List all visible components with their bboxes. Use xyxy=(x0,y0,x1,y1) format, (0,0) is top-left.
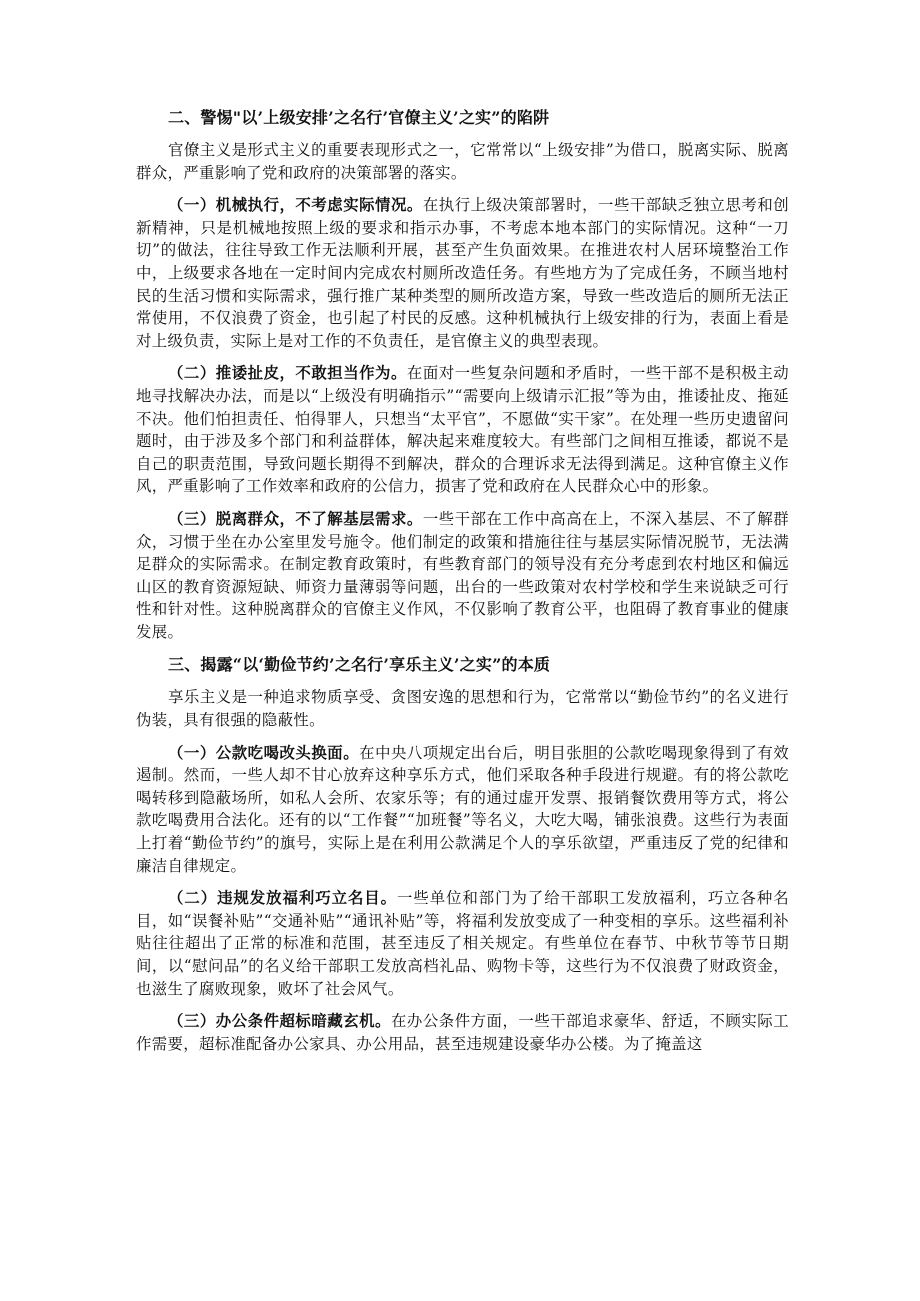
paragraph-body: 在中央八项规定出台后，明目张胆的公款吃喝现象得到了有效遏制。然而，一些人却不甘心放弃这种享乐方式，他们采取各种手段进行规避。有的将公款吃喝转移到隐蔽场所，如私人会所、农家乐等；有的通过虚开发票、报销餐饮费用等方式，将公款吃喝费用合法化。还有的以“工作餐”“加班餐”等名义，大吃大喝，铺张浪费。这些行为表面上打着“勤俭节约”的旗号，实际上是在利用公款满足个人的享乐欲望，严重违反了党的纪律和廉洁自律规定。 xyxy=(136,743,790,875)
paragraph-lead: （二）违规发放福利巧立名目。 xyxy=(168,889,398,908)
section-heading-2: 二、警惕"以’上级安排’之名行’官僚主义’之实”的陷阱 xyxy=(168,108,550,127)
section-intro-2: 官僚主义是形式主义的重要表现形式之一，它常常以“上级安排”为借口，脱离实际、脱离群众，严重影响了党和政府的决策部署的落实。 xyxy=(136,141,789,182)
paragraph-lead: （三）办公条件超标暗藏玄机。 xyxy=(168,1012,391,1031)
paragraph-2-2 xyxy=(136,362,789,498)
section-heading-3: 三、揭露“以‘勤俭节约’之名行’享乐主义’之实”的本质 xyxy=(168,655,551,675)
paragraph-3-3 xyxy=(136,1010,789,1055)
paragraph-lead: （二）推诿扯皮，不敢担当作为。 xyxy=(168,364,407,383)
paragraph-body: 一些单位和部门为了给干部职工发放福利，巧立各种名目，如“误餐补贴”“交通补贴”“通讯补贴”等，将福利发放变成了一种变相的享乐。这些福利补贴往往超出了正常的标准和范围，甚至违反了相关规定。有些单位在春节、中秋节等节日期间，以“慰问品”的名义给干部职工发放高档礼品、购物卡等，这些行为不仅浪费了财政资金，也滋生了腐败现象，败坏了社会风气。 xyxy=(136,889,789,998)
paragraph-3-2 xyxy=(136,887,789,1000)
paragraph-body: 在办公条件方面，一些干部追求豪华、舒适，不顾实际工作需要，超标准配备办公家具、办公用品，甚至违规建设豪华办公楼。为了掩盖这 xyxy=(136,1012,789,1053)
paragraph-3-1 xyxy=(136,742,789,878)
paragraph-body: 在面对一些复杂问题和矛盾时，一些干部不是积极主动地寻找解决办法，而是以“上级没有明确指示”“需要向上级请示汇报”等为由，推诿扯皮、拖延不决。他们怕担责任、怕得罪人，只想当“太平官”，不愿做“实干家”。在处理一些历史遗留问题时，由于涉及多个部门和利益群体，解决起来难度较大。有些部门之间相互推诿，都说不是自己的职责范围，导致问题长期得不到解决，群众的合理诉求无法得到满足。这种官僚主义作风，严重影响了工作效率和政府的公信力，损害了党和政府在人民群众心中的形象。 xyxy=(136,364,789,496)
paragraph-2-1 xyxy=(136,194,789,352)
document-body xyxy=(136,106,789,1065)
paragraph-2-3 xyxy=(136,508,789,644)
paragraph-lead: （一）机械执行，不考虑实际情况。 xyxy=(168,196,423,215)
paragraph-body: 在执行上级决策部署时，一些干部缺乏独立思考和创新精神，只是机械地按照上级的要求和指示办事，不考虑本地本部门的实际情况。这种“一刀切”的做法，往往导致工作无法顺利开展，甚至产生负面效果。在推进农村人居环境整治工作中，上级要求各地在一定时间内完成农村厕所改造任务。有些地方为了完成任务，不顾当地村民的生活习惯和实际需求，强行推广某种类型的厕所改造方案，导致一些改造后的厕所无法正常使用，不仅浪费了资金，也引起了村民的反感。这种机械执行上级安排的行为，表面上看是对上级负责，实际上是对工作的不负责任，是官僚主义的典型表现。 xyxy=(136,196,789,350)
paragraph-lead: （一）公款吃喝改头换面。 xyxy=(168,743,360,762)
paragraph-lead: （三）脱离群众，不了解基层需求。 xyxy=(168,509,423,528)
section-intro-3: 享乐主义是一种追求物质享受、贪图安逸的思想和行为，它常常以“勤俭节约”的名义进行伪装，具有很强的隐蔽性。 xyxy=(136,688,789,730)
paragraph-body: 一些干部在工作中高高在上，不深入基层、不了解群众，习惯于坐在办公室里发号施令。他们制定的政策和措施往往与基层实际情况脱节，无法满足群众的实际需求。在制定教育政策时，有些教育部门的领导没有充分考虑到农村地区和偏远山区的教育资源短缺、师资力量薄弱等问题，出台的一些政策对农村学校和学生来说缺乏可行性和针对性。这种脱离群众的官僚主义作风，不仅影响了教育公平，也阻碍了教育事业的健康发展。 xyxy=(136,509,789,641)
